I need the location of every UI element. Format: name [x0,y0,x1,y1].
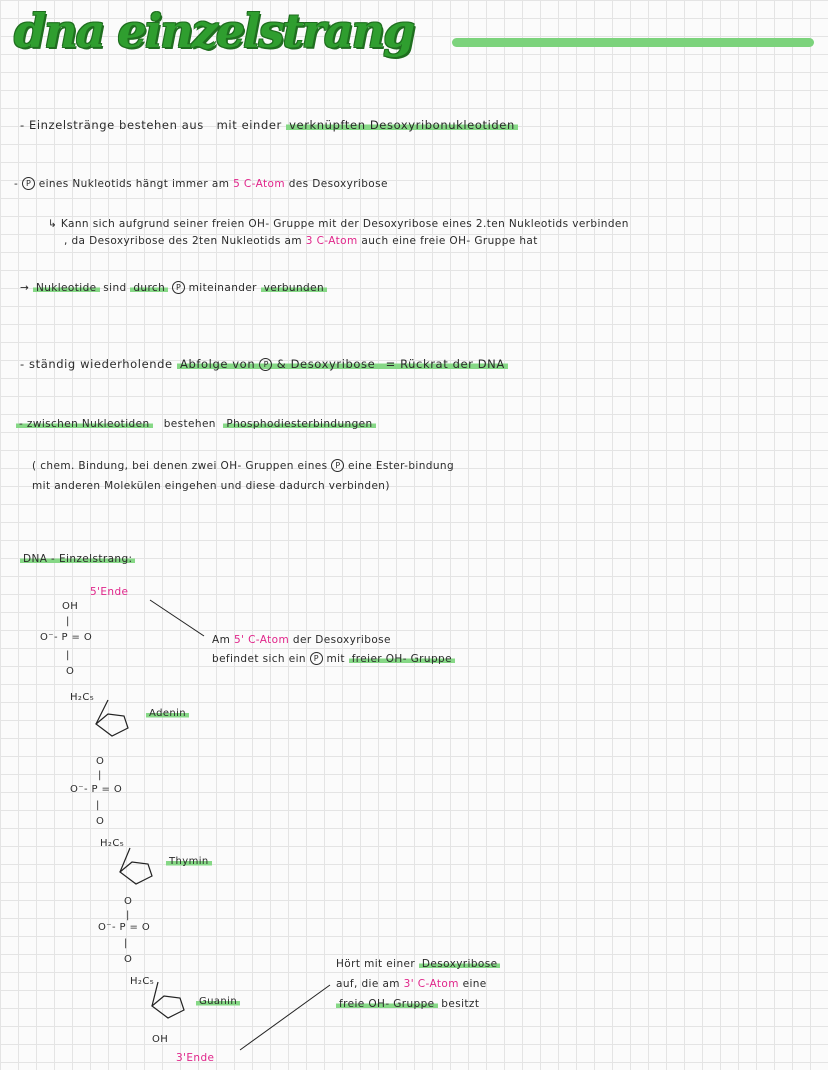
text-segment: miteinander [188,282,257,294]
sugar-ring-2 [120,848,152,884]
highlight: freie OH- Gruppe [336,998,438,1010]
bond: | [98,770,102,781]
text-segment: bestehen [163,418,216,430]
bond: | [126,910,130,921]
ch2-group: H₂C₅ [130,976,155,987]
highlight: = Rückrat der DNA [383,357,508,371]
text-segment: eine [462,978,487,990]
highlight: - zwischen Nukleotiden [16,418,153,430]
three-prime-end: 3'Ende [176,1052,215,1064]
text-segment: ↳ Kann sich aufgrund seiner freien OH- Gruppe mit der Desoxyribose eines 2.ten Nukleotids verbinden [48,218,629,230]
ch2-group: H₂C₅ [100,838,125,849]
oxygen: O [96,756,105,767]
phosphate-icon: P [310,652,323,665]
text-segment: auf, die am [336,978,400,990]
note-five-prime-line1 [212,634,391,646]
oh-group: OH [62,601,79,612]
text-segment: mit anderen Molekülen eingehen und diese dadurch verbinden) [32,480,390,492]
text-segment: eine Ester-bindung [347,460,455,472]
base-guanin: Guanin [196,996,240,1007]
text-segment: Abfolge von [180,357,256,371]
text-segment: sind [103,282,127,294]
highlight: verbunden [261,282,327,294]
note-three-prime-line1 [336,958,500,970]
oxygen: O [124,896,133,907]
sugar-ring-3 [152,982,184,1018]
pink-term: 3' C-Atom [403,978,459,990]
text-segment: Hört mit einer [336,958,416,970]
phosphate-icon: P [22,177,35,190]
highlight: durch [130,282,168,294]
bond: | [124,938,128,949]
oxygen: O [66,666,75,677]
phosphate-group: O⁻- P = O [70,784,123,795]
note-five-prime-line2 [212,652,455,665]
phosphate-group: O⁻- P = O [40,632,93,643]
text-segment: des Desoxyribose [288,178,388,190]
oxygen: O [124,954,133,965]
phosphate-icon: P [259,358,272,371]
text-segment: der Desoxyribose [292,634,391,646]
text-segment: & Desoxyribose [276,357,376,371]
five-prime-end: 5'Ende [90,586,129,598]
pink-term: 3 C-Atom [305,235,358,247]
oh-group: OH [152,1034,169,1045]
pointer-line [240,985,330,1050]
note-three-prime-line3 [336,998,479,1010]
base-thymin: Thymin [166,856,212,867]
bond: | [66,650,70,661]
text-segment: mit [326,653,345,665]
phosphate-icon: P [172,281,185,294]
arrow-icon: → [20,282,30,294]
note-three-prime-line2 [336,978,487,990]
bond: | [96,800,100,811]
text-segment: , da Desoxyribose des 2ten Nukleotids am [64,235,302,247]
text-segment: ( chem. Bindung, bei denen zwei OH- Gruppen eines [32,460,328,472]
pointer-line [150,600,204,636]
highlight: verknüpften Desoxyribonukleotiden [286,118,518,132]
pink-term: 5 C-Atom [233,178,285,190]
highlight: Phosphodiesterbindungen [223,418,375,430]
oxygen: O [96,816,105,827]
pink-term: 5' C-Atom [233,634,290,646]
bond: | [66,616,70,627]
text-segment: besitzt [441,998,480,1010]
highlight: freier OH- Gruppe [349,653,455,665]
page-title: dna einzelstrang [14,4,414,58]
text-segment: eines Nukleotids hängt immer am [38,178,230,190]
diagram-label: DNA - Einzelstrang: [20,553,135,565]
ch2-group: H₂C₅ [70,692,95,703]
base-adenin: Adenin [146,708,189,719]
text-segment: Am [212,634,231,646]
text-segment: - [14,178,19,190]
phosphate-icon: P [331,459,344,472]
highlight: Desoxyribose [419,958,501,970]
sugar-ring-1 [96,700,128,736]
highlight: Nukleotide [33,282,100,294]
text-segment: auch eine freie OH- Gruppe hat [361,235,538,247]
text-segment: mit einder [216,118,282,132]
text-segment: - ständig wiederholende [20,357,173,371]
text-segment: - Einzelstränge bestehen aus [20,118,204,132]
phosphate-group: O⁻- P = O [98,922,151,933]
text-segment: befindet sich ein [212,653,306,665]
